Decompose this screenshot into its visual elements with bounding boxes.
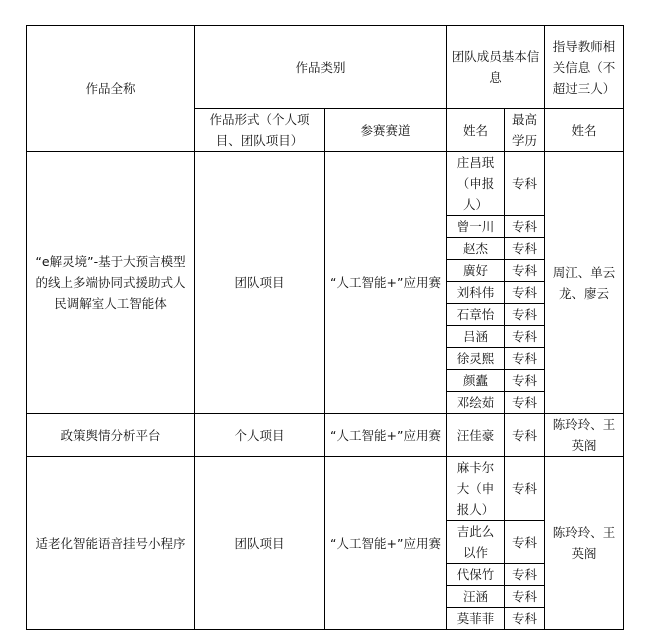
member-name: 颜蠹	[447, 370, 505, 392]
teacher-names: 周江、单云龙、廖云	[545, 152, 624, 414]
member-education: 专科	[505, 608, 545, 630]
member-education: 专科	[505, 521, 545, 564]
member-name: 代保竹	[447, 564, 505, 586]
member-education: 专科	[505, 152, 545, 216]
work-title: 适老化智能语音挂号小程序	[27, 457, 195, 630]
work-track: “人工智能+”应用赛	[325, 457, 447, 630]
member-education: 专科	[505, 564, 545, 586]
work-track: “人工智能+”应用赛	[325, 414, 447, 457]
member-education: 专科	[505, 304, 545, 326]
member-name: 石章怡	[447, 304, 505, 326]
table-row	[27, 152, 624, 216]
teacher-names: 陈玲玲、王英阁	[545, 457, 624, 630]
work-title: “e解灵境”-基于大预言模型的线上多端协同式援助式人民调解室人工智能体	[27, 152, 195, 414]
member-name: 廣好	[447, 260, 505, 282]
member-name: 邓绘茹	[447, 392, 505, 414]
member-education: 专科	[505, 216, 545, 238]
member-name: 莫菲菲	[447, 608, 505, 630]
member-name: 吉此么以作	[447, 521, 505, 564]
member-education: 专科	[505, 414, 545, 457]
member-education: 专科	[505, 238, 545, 260]
member-name: 刘科伟	[447, 282, 505, 304]
member-name: 徐灵熙	[447, 348, 505, 370]
member-education: 专科	[505, 260, 545, 282]
member-name: 曾一川	[447, 216, 505, 238]
work-form: 个人项目	[195, 414, 325, 457]
header-work-category: 作品类别	[195, 26, 447, 109]
member-name: 庄昌珉（申报人）	[447, 152, 505, 216]
header-row-1	[27, 26, 624, 109]
member-education: 专科	[505, 392, 545, 414]
member-education: 专科	[505, 348, 545, 370]
member-name: 麻卡尔大（申报人）	[447, 457, 505, 521]
header-member-name: 姓名	[447, 109, 505, 152]
work-form: 团队项目	[195, 457, 325, 630]
member-name: 汪涵	[447, 586, 505, 608]
member-name: 吕涵	[447, 326, 505, 348]
header-teacher-info: 指导教师相关信息（不超过三人）	[545, 26, 624, 109]
header-track: 参赛赛道	[325, 109, 447, 152]
header-work-form: 作品形式（个人项目、团队项目）	[195, 109, 325, 152]
member-name: 赵杰	[447, 238, 505, 260]
work-title: 政策舆情分析平台	[27, 414, 195, 457]
member-education: 专科	[505, 457, 545, 521]
work-form: 团队项目	[195, 152, 325, 414]
member-education: 专科	[505, 586, 545, 608]
member-education: 专科	[505, 370, 545, 392]
member-education: 专科	[505, 282, 545, 304]
teacher-names: 陈玲玲、王英阁	[545, 414, 624, 457]
member-education: 专科	[505, 326, 545, 348]
work-track: “人工智能+”应用赛	[325, 152, 447, 414]
member-name: 汪佳豪	[447, 414, 505, 457]
project-table	[26, 25, 624, 630]
header-team-info: 团队成员基本信息	[447, 26, 545, 109]
header-teacher-name: 姓名	[545, 109, 624, 152]
table-row	[27, 457, 624, 521]
header-education: 最高学历	[505, 109, 545, 152]
header-work-name: 作品全称	[27, 26, 195, 152]
table-row	[27, 414, 624, 457]
